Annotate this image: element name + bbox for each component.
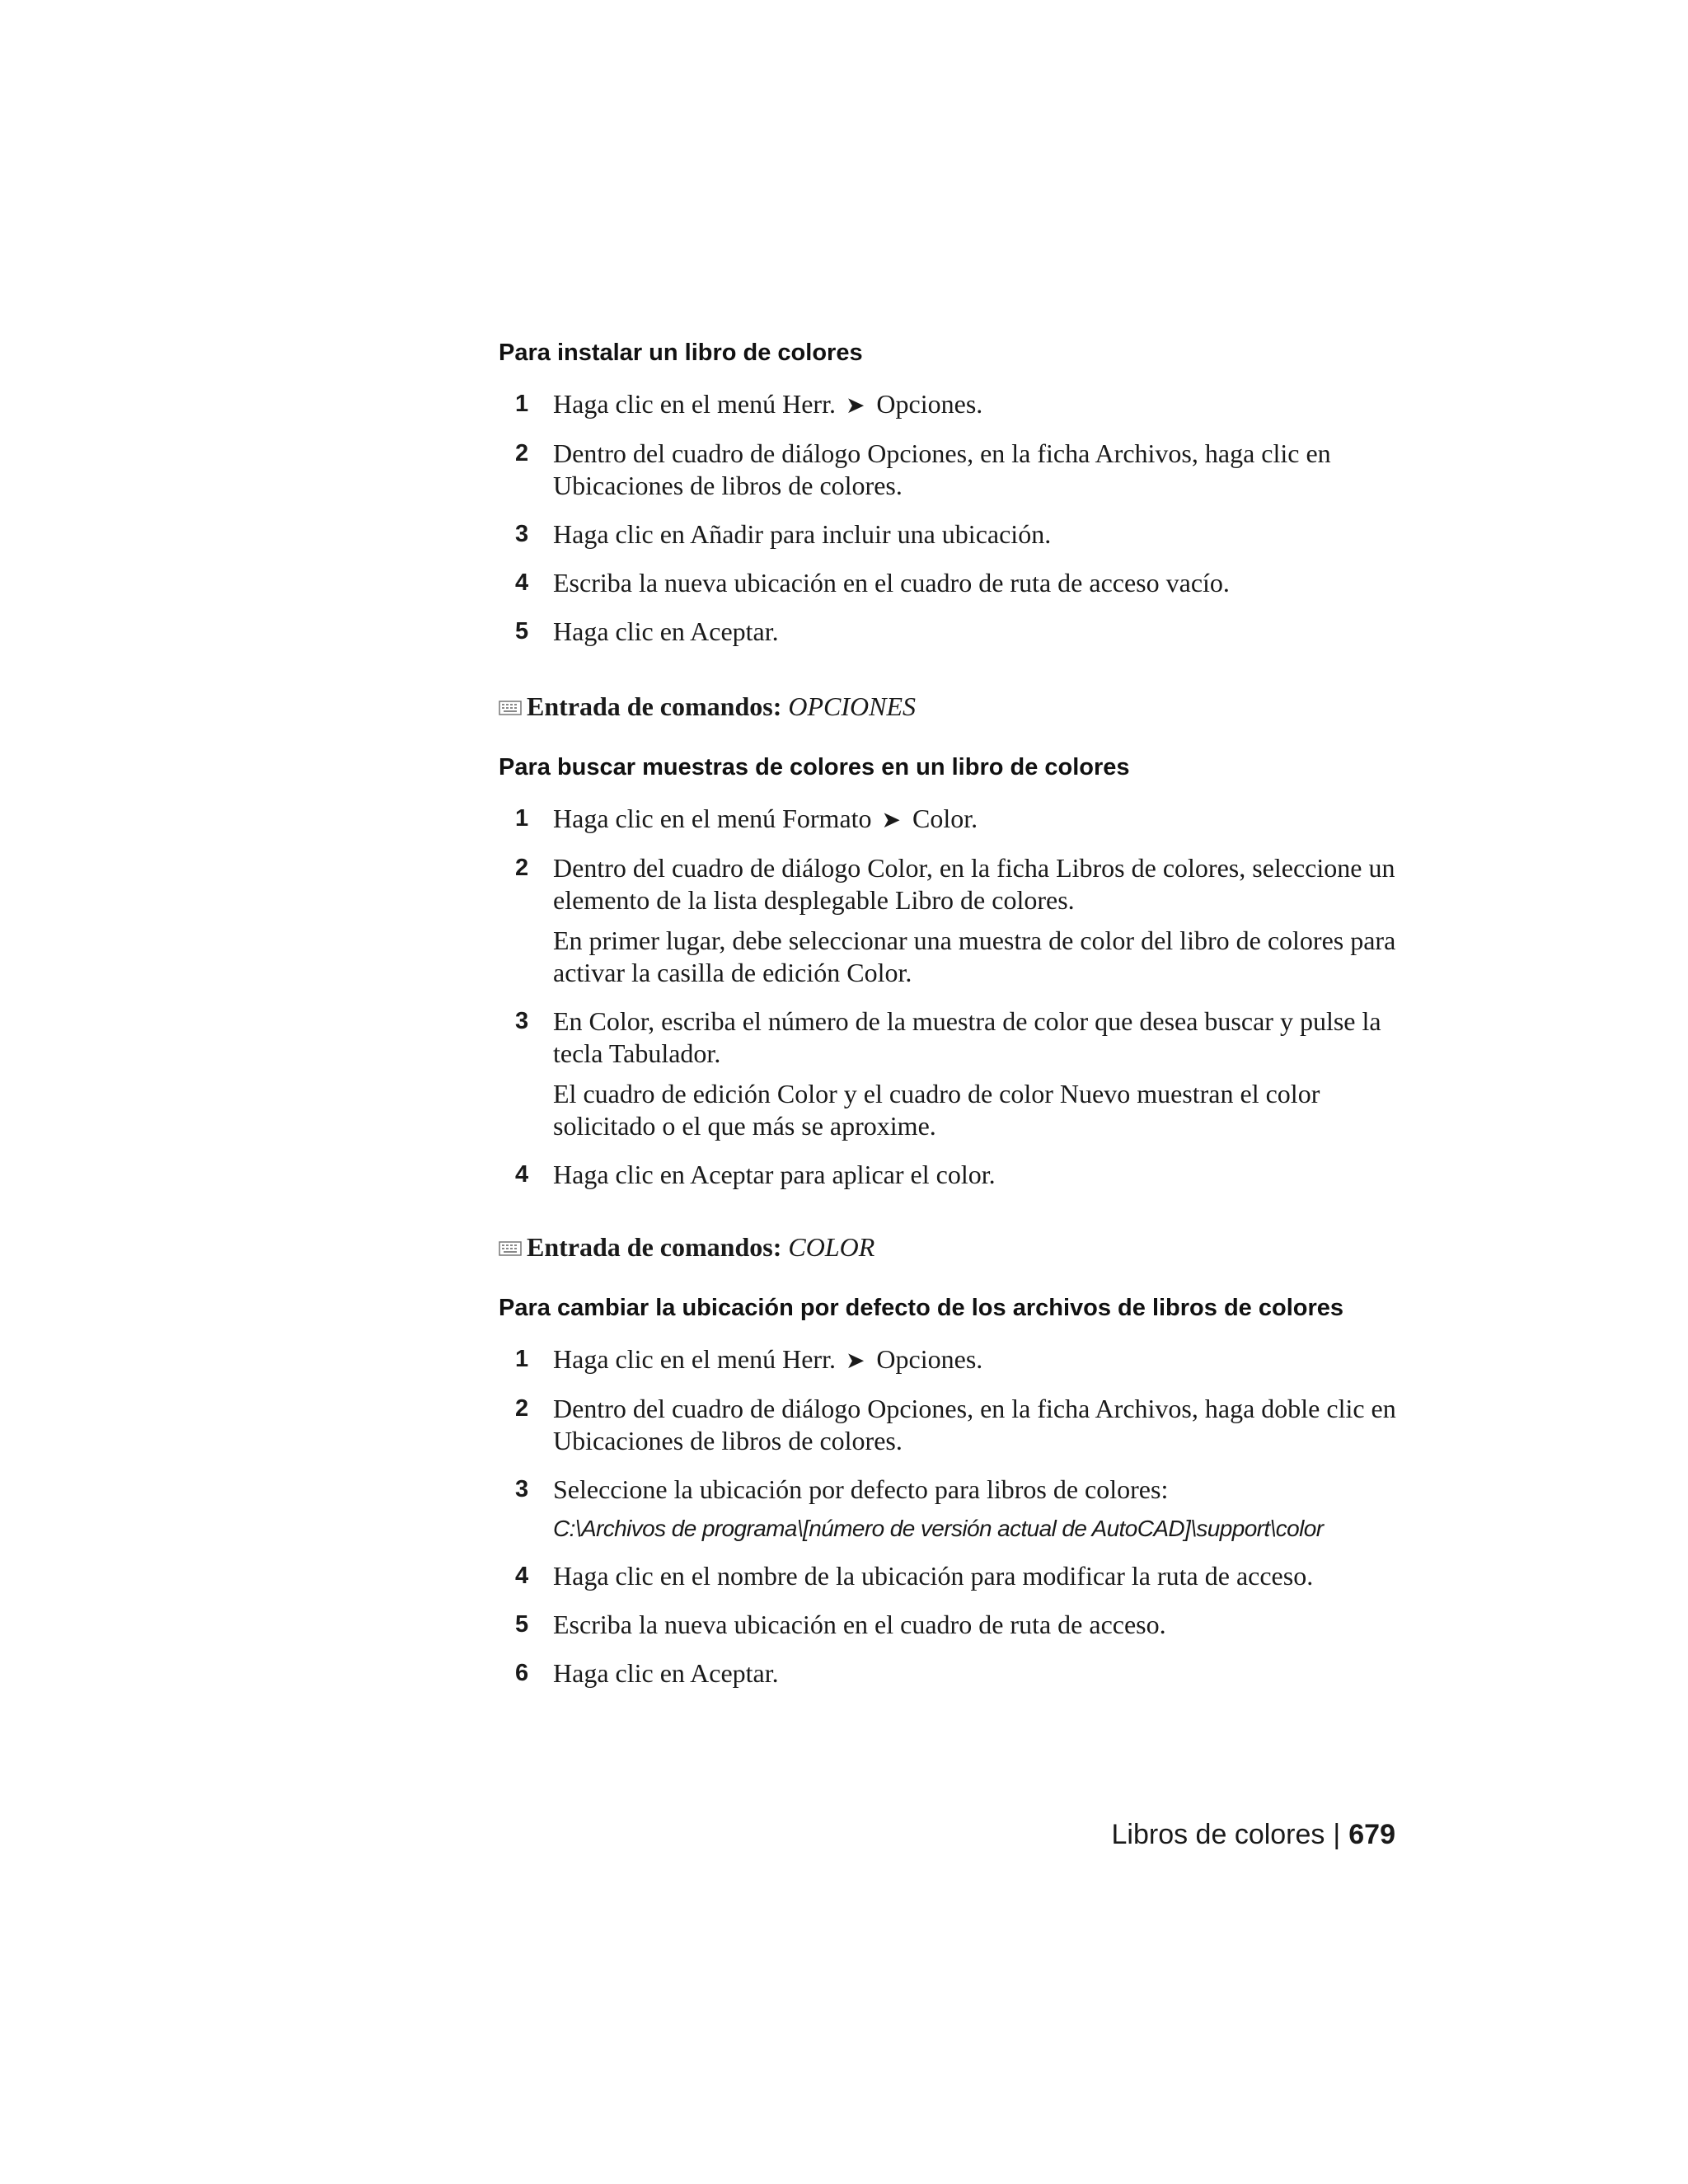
step-text-main: Haga clic en el menú Herr. xyxy=(553,389,836,419)
default-path: C:\Archivos de programa\[número de versión actual de AutoCAD]\support\color xyxy=(553,1516,1324,1541)
step-text: En Color, escriba el número de la muestra de color que desea buscar y pulse la tecla Tabulador. xyxy=(553,1006,1381,1068)
step-number: 4 xyxy=(515,1563,529,1589)
step-text xyxy=(553,388,1397,421)
command-name: COLOR xyxy=(788,1232,875,1262)
step-item xyxy=(499,1560,1397,1592)
step-number: 2 xyxy=(515,440,529,466)
step-number: 3 xyxy=(515,1476,529,1502)
step-text: Haga clic en Aceptar. xyxy=(553,1658,779,1688)
procedure-change-default-location xyxy=(499,1292,1397,1706)
step-number: 4 xyxy=(515,1161,529,1188)
menu-arrow-icon: ➤ xyxy=(845,1347,865,1374)
step-item xyxy=(499,1343,1397,1376)
step-number: 1 xyxy=(515,391,529,417)
command-entry-label: Entrada de comandos: xyxy=(527,691,782,721)
steps-list xyxy=(499,803,1397,1191)
step-number: 1 xyxy=(515,805,529,832)
step-item xyxy=(499,803,1397,836)
step-item xyxy=(499,1393,1397,1457)
step-text-after: Opciones. xyxy=(876,1344,983,1374)
step-item xyxy=(499,1657,1397,1690)
step-text: Haga clic en Aceptar para aplicar el color. xyxy=(553,1160,996,1189)
step-number: 1 xyxy=(515,1346,529,1372)
step-item xyxy=(499,518,1397,551)
step-number: 3 xyxy=(515,521,529,547)
step-text-after: Color. xyxy=(912,804,978,833)
step-text: Haga clic en Aceptar. xyxy=(553,616,779,646)
command-entry-label: Entrada de comandos: xyxy=(527,1232,782,1262)
step-text: Haga clic en Añadir para incluir una ubicación. xyxy=(553,519,1052,549)
procedure-heading: Para cambiar la ubicación por defecto de los archivos de libros de colores xyxy=(499,1295,1344,1321)
step-text xyxy=(553,803,1397,836)
page-footer xyxy=(1112,1818,1396,1851)
step-item xyxy=(499,388,1397,421)
step-text: Escriba la nueva ubicación en el cuadro de ruta de acceso vacío. xyxy=(553,568,1230,598)
keyboard-icon xyxy=(499,1232,522,1265)
menu-arrow-icon: ➤ xyxy=(881,806,901,833)
step-text-after: Opciones. xyxy=(876,389,983,419)
step-item xyxy=(499,438,1397,502)
command-name: OPCIONES xyxy=(788,691,917,721)
command-entry xyxy=(499,690,916,724)
page-number: 679 xyxy=(1348,1819,1395,1850)
step-text: Dentro del cuadro de diálogo Opciones, en la ficha Archivos, haga doble clic en Ubicaciones de libros de colores. xyxy=(553,1394,1396,1455)
steps-list xyxy=(499,1343,1397,1690)
step-text: Escriba la nueva ubicación en el cuadro de ruta de acceso. xyxy=(553,1610,1166,1639)
menu-arrow-icon: ➤ xyxy=(845,391,865,419)
step-text: Seleccione la ubicación por defecto para libros de colores: xyxy=(553,1474,1169,1504)
procedure-find-color-swatches xyxy=(499,752,1397,1207)
step-item xyxy=(499,1159,1397,1191)
step-number: 2 xyxy=(515,855,529,881)
step-item xyxy=(499,1609,1397,1641)
footer-separator: | xyxy=(1333,1819,1341,1850)
step-item xyxy=(499,1005,1397,1142)
step-note: En primer lugar, debe seleccionar una muestra de color del libro de colores para activar la casilla de edición Color. xyxy=(553,926,1396,987)
procedure-heading: Para instalar un libro de colores xyxy=(499,340,863,366)
command-entry xyxy=(499,1230,874,1265)
step-number: 6 xyxy=(515,1660,529,1686)
step-text: Haga clic en el nombre de la ubicación para modificar la ruta de acceso. xyxy=(553,1561,1314,1591)
step-note: El cuadro de edición Color y el cuadro de color Nuevo muestran el color solicitado o el que más se aproxime. xyxy=(553,1079,1320,1141)
step-text: Dentro del cuadro de diálogo Opciones, en la ficha Archivos, haga clic en Ubicaciones de libros de colores. xyxy=(553,438,1331,500)
step-text-main: Haga clic en el menú Herr. xyxy=(553,1344,836,1374)
step-item xyxy=(499,616,1397,648)
step-item xyxy=(499,1474,1397,1544)
step-number: 5 xyxy=(515,618,529,644)
step-number: 5 xyxy=(515,1611,529,1638)
chapter-title: Libros de colores xyxy=(1111,1819,1325,1850)
step-number: 2 xyxy=(515,1395,529,1422)
keyboard-icon xyxy=(499,691,522,724)
procedure-heading: Para buscar muestras de colores en un libro de colores xyxy=(499,754,1130,780)
steps-list xyxy=(499,388,1397,648)
step-text xyxy=(553,1343,1397,1376)
step-text: Dentro del cuadro de diálogo Color, en la ficha Libros de colores, seleccione un elemento de la lista desplegable Libro de colores. xyxy=(553,853,1395,915)
step-item xyxy=(499,567,1397,599)
step-item xyxy=(499,852,1397,989)
step-text-main: Haga clic en el menú Formato xyxy=(553,804,872,833)
step-number: 3 xyxy=(515,1008,529,1034)
step-number: 4 xyxy=(515,569,529,596)
procedure-install-color-book xyxy=(499,337,1397,664)
